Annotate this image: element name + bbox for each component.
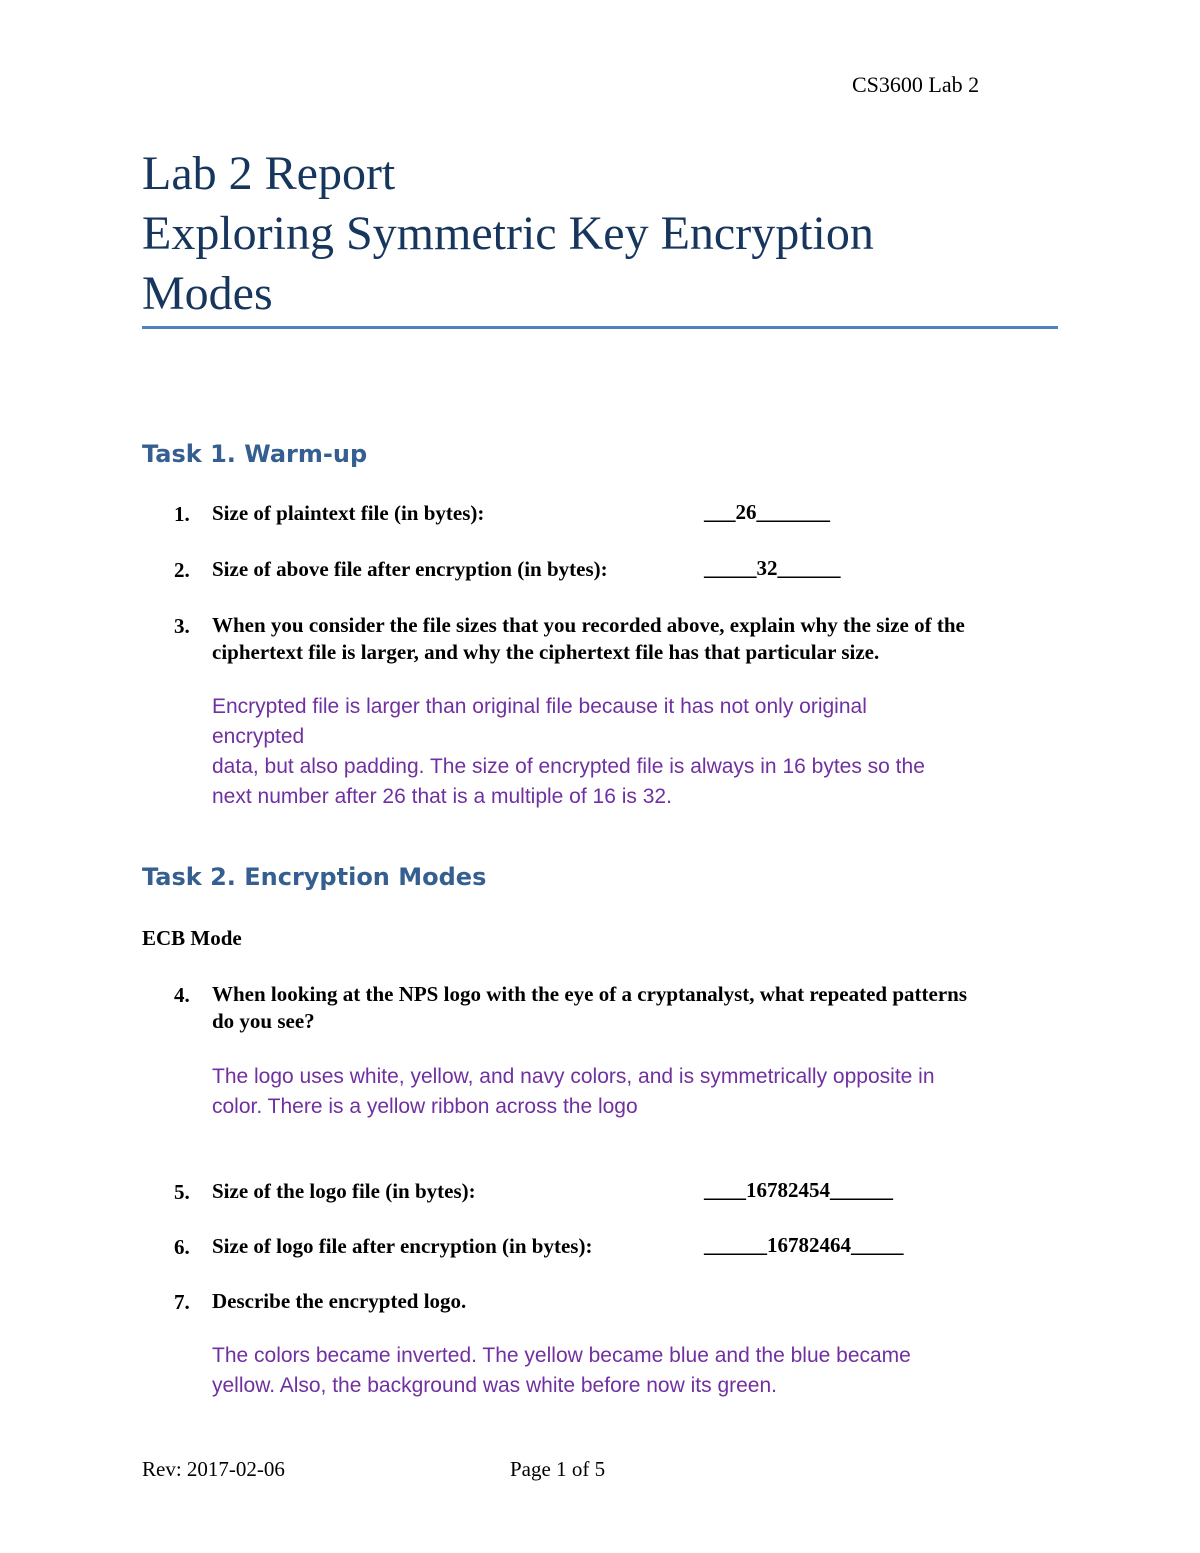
- q1-number: 1.: [174, 502, 190, 526]
- q7-number: 7.: [174, 1290, 190, 1314]
- q1-answer: ___26_______: [704, 500, 830, 524]
- q2-answer: _____32______: [704, 556, 841, 580]
- q3-response-line-2: encrypted: [212, 725, 305, 748]
- q5-number: 5.: [174, 1180, 190, 1204]
- q2-number: 2.: [174, 558, 190, 582]
- q4-response-line-2: color. There is a yellow ribbon across the logo: [212, 1095, 638, 1118]
- q5-text: Size of the logo file (in bytes):: [212, 1179, 476, 1203]
- title-line-2: Exploring Symmetric Key Encryption: [142, 207, 874, 260]
- q7-response-line-2: yellow. Also, the background was white before now its green.: [212, 1374, 777, 1397]
- q5-answer: ____16782454______: [704, 1178, 893, 1202]
- header-course: CS3600 Lab 2: [852, 72, 980, 97]
- q3-number: 3.: [174, 614, 190, 638]
- q3-response-line-4: next number after 26 that is a multiple of 16 is 32.: [212, 785, 672, 808]
- footer-revision: Rev: 2017-02-06: [142, 1457, 285, 1481]
- q4-response-line-1: The logo uses white, yellow, and navy colors, and is symmetrically opposite in: [212, 1065, 935, 1088]
- q3-response-line-3: data, but also padding. The size of encrypted file is always in 16 bytes so the: [212, 755, 925, 778]
- q3-text-line-2: ciphertext file is larger, and why the ciphertext file has that particular size.: [212, 640, 880, 664]
- q4-text-line-2: do you see?: [212, 1009, 315, 1033]
- q7-text: Describe the encrypted logo.: [212, 1289, 467, 1313]
- q7-response-line-1: The colors became inverted. The yellow became blue and the blue became: [212, 1344, 911, 1367]
- q1-text: Size of plaintext file (in bytes):: [212, 501, 485, 525]
- task1-heading: Task 1. Warm-up: [142, 440, 368, 468]
- task2-heading: Task 2. Encryption Modes: [142, 863, 487, 891]
- title-line-3: Modes: [142, 267, 273, 320]
- q4-text-line-1: When looking at the NPS logo with the eye of a cryptanalyst, what repeated patterns: [212, 982, 967, 1006]
- q4-number: 4.: [174, 983, 190, 1007]
- title-line-1: Lab 2 Report: [142, 147, 396, 200]
- q3-response-line-1: Encrypted file is larger than original file because it has not only original: [212, 695, 867, 718]
- footer-page-number: Page 1 of 5: [510, 1457, 606, 1481]
- q6-number: 6.: [174, 1235, 190, 1259]
- q6-text: Size of logo file after encryption (in bytes):: [212, 1234, 593, 1258]
- title-rule: [142, 326, 1058, 329]
- q6-answer: ______16782464_____: [704, 1233, 904, 1257]
- ecb-mode-subheading: ECB Mode: [142, 926, 242, 950]
- q2-text: Size of above file after encryption (in bytes):: [212, 557, 608, 581]
- q3-text-line-1: When you consider the file sizes that you recorded above, explain why the size of the: [212, 613, 965, 637]
